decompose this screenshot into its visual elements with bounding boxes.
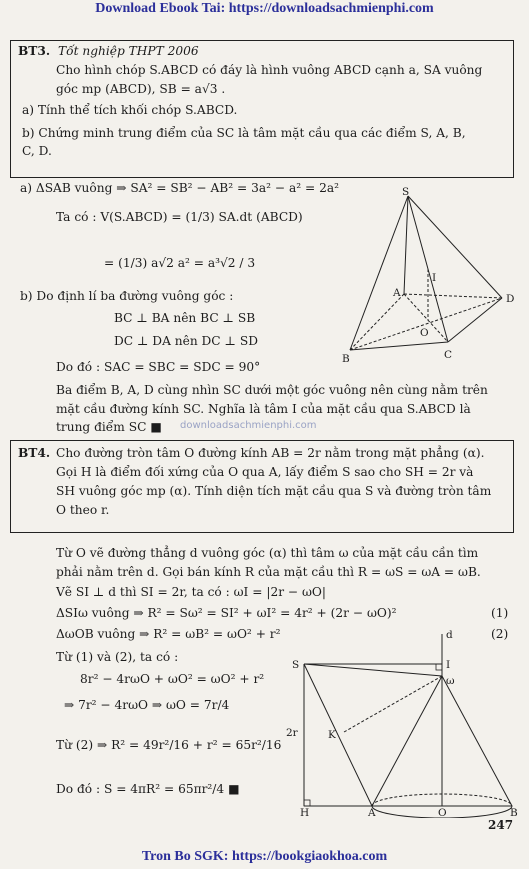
bt3-solution-line: Ta có : V(S.ABCD) = (1/3) SA.dt (ABCD) [56,210,303,224]
bt3-solution-line: Do đó : SAC = SBC = SDC = 90° [56,360,261,374]
bt3-solution-line: b) Do định lí ba đường vuông góc : [20,289,234,303]
fig4-label-h: H [300,807,310,818]
fig4-label-2r: 2r [286,727,298,739]
fig4-label-k: K [328,729,336,741]
fig4-label-omega: ω [446,675,455,687]
bt3-solution-line: mặt cầu đường kính SC. Nghĩa là tâm I của mặt cầu qua S.ABCD là [56,402,471,416]
bt4-problem-line: Gọi H là điểm đối xứng của O qua A, lấy điểm S sao cho SH = 2r và [56,465,474,479]
bt3-problem-line: Cho hình chóp S.ABCD có đáy là hình vuông ABCD cạnh a, SA vuông [56,63,483,77]
fig3-label-i: I [432,272,437,284]
bt3-solution-line: DC ⊥ DA nên DC ⊥ SD [114,334,258,348]
header-link[interactable]: Download Ebook Tai: https://downloadsachmienphi.com [95,1,434,16]
bt3-problem-line: b) Chứng minh trung điểm của SC là tâm mặt cầu qua các điểm S, A, B, [22,126,466,140]
page-number: 247 [488,818,514,832]
bt4-solution-line: ΔωOB vuông ⇒ R² = ωB² = ωO² + r² [56,627,281,641]
footer-link[interactable]: Tron Bo SGK: https://bookgiaokhoa.com [141,849,388,864]
bt4-solution-line: ⇒ 7r² − 4rωO ⇒ ωO = 7r/4 [64,698,230,712]
fig3-label-d: D [506,293,515,305]
bt3-problem-line: C, D. [22,144,52,158]
bt4-solution-line: Từ (2) ⇒ R² = 49r²/16 + r² = 65r²/16 [56,738,282,752]
bt4-sphere-figure [284,628,524,818]
bt3-problem-line: góc mp (ABCD), SB = a√3 . [56,82,226,96]
bt3-solution-line: trung điểm SC ■ [56,420,162,434]
fig4-label-s: S [292,659,300,671]
fig4-label-b: B [510,807,518,818]
bt3-problem-line: a) Tính thể tích khối chóp S.ABCD. [22,103,238,117]
bt4-solution-line: 8r² − 4rωO + ωO² = ωO² + r² [80,672,265,686]
bt4-solution-line: Do đó : S = 4πR² = 65πr²/4 ■ [56,782,240,796]
bt4-solution-line: ΔSIω vuông ⇒ R² = Sω² = SI² + ωI² = 4r² + (2r − ωO)² [56,606,397,620]
bt4-solution-line: Từ O vẽ đường thẳng d vuông góc (α) thì tâm ω của mặt cầu cần tìm [56,546,479,560]
fig3-label-b: B [342,353,350,365]
bt4-problem-line: O theo r. [56,503,110,517]
bt3-solution-line: BC ⊥ BA nên BC ⊥ SB [114,311,256,325]
bt3-label: BT3. [18,44,51,58]
bt4-solution-line: Từ (1) và (2), ta có : [56,650,179,664]
bt4-label: BT4. [18,446,51,460]
fig3-label-o: O [420,327,429,339]
bt3-solution-line: a) ΔSAB vuông ⇒ SA² = SB² − AB² = 3a² − a² = 2a² [20,181,339,195]
watermark: downloadsachmienphi.com [180,420,317,431]
fig4-label-o: O [438,807,447,818]
bt3-pyramid-figure [330,186,520,366]
bt4-solution-line: Vẽ SI ⊥ d thì SI = 2r, ta có : ωI = |2r − ωO| [56,585,327,599]
fig4-label-d: d [446,629,453,641]
bt3-source: Tốt nghiệp THPT 2006 [58,44,199,58]
bt4-eq-tag-1: (1) [491,606,509,620]
fig4-label-i: I [446,659,451,671]
bt4-eq-tag-2: (2) [491,627,509,641]
fig3-label-c: C [444,349,453,361]
bt4-solution-line: phải nằm trên d. Gọi bán kính R của mặt cầu thì R = ωS = ωA = ωB. [56,565,481,579]
fig3-label-a: A [393,287,401,299]
bt4-problem-line: Cho đường tròn tâm O đường kính AB = 2r nằm trong mặt phẳng (α). [56,446,485,460]
fig4-label-a: A [368,807,376,818]
fig3-label-s: S [402,186,410,198]
bt3-solution-line: Ba điểm B, A, D cùng nhìn SC dưới một góc vuông nên cùng nằm trên [56,383,488,397]
bt3-solution-line: = (1/3) a√2 a² = a³√2 / 3 [104,256,256,270]
bt4-problem-line: SH vuông góc mp (α). Tính diện tích mặt cầu qua S và đường tròn tâm [56,484,492,498]
